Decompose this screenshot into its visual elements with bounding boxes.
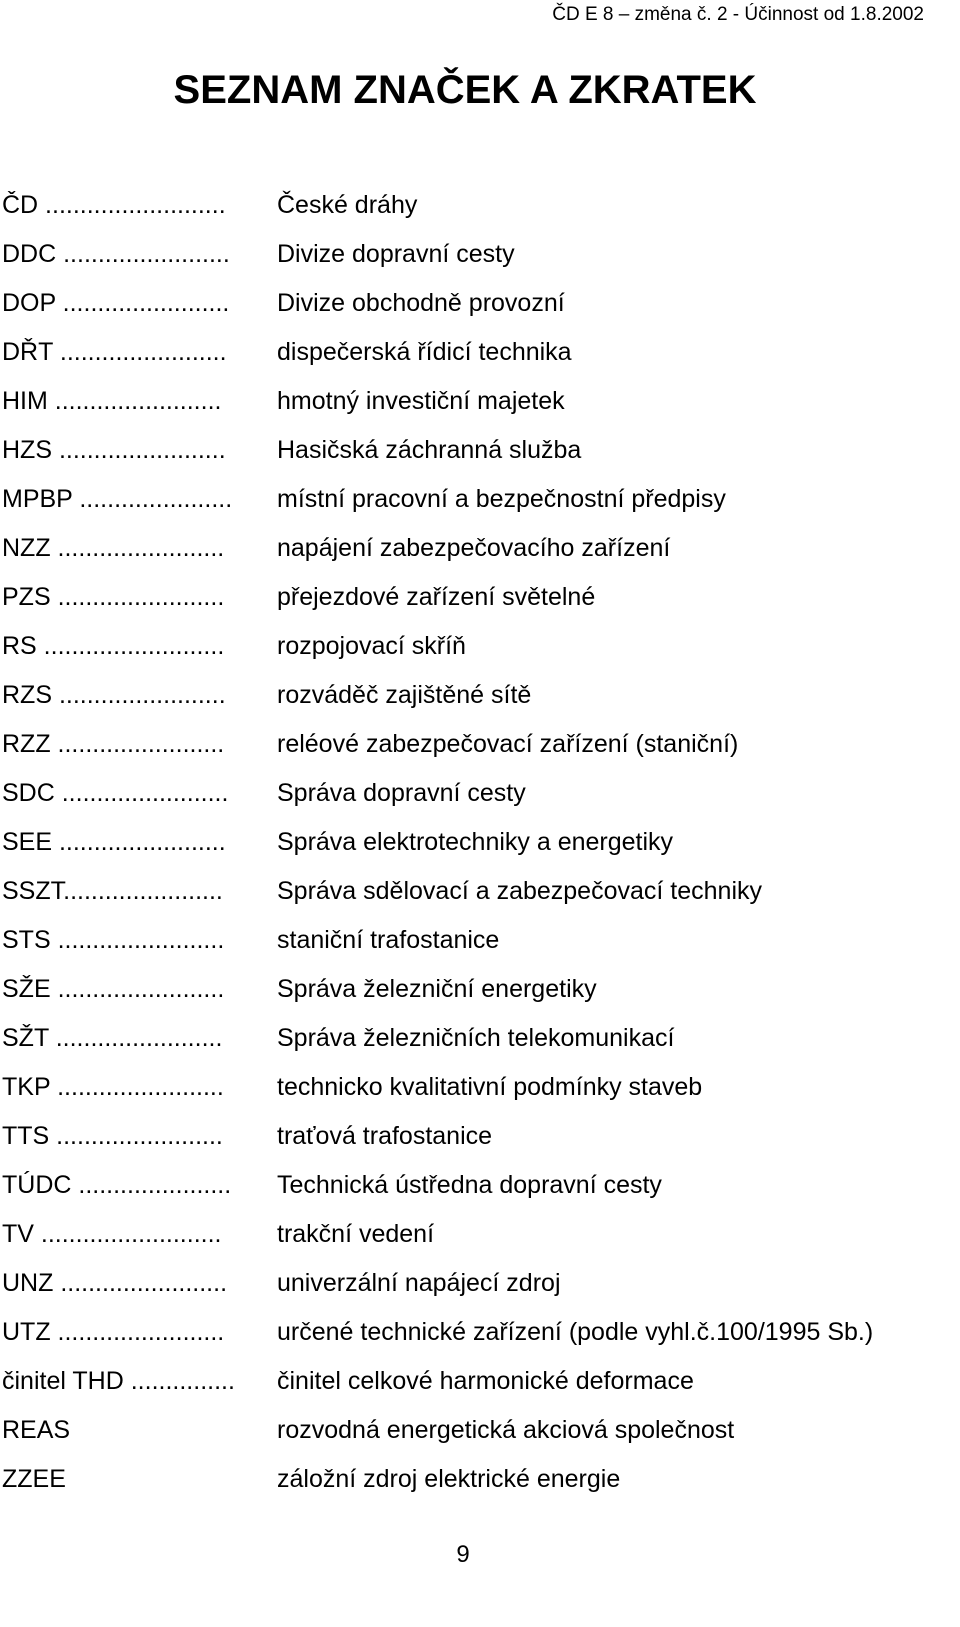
abbreviation-definition: činitel celkové harmonické deformace <box>277 1367 694 1395</box>
abbreviation-row <box>2 818 873 867</box>
abbreviation-row <box>2 720 873 769</box>
abbreviation-term: HIM ........................ <box>2 387 222 415</box>
abbreviation-row <box>2 1406 873 1455</box>
abbreviation-term: DOP ........................ <box>2 289 230 317</box>
page-number: 9 <box>456 1541 470 1568</box>
document-reference-header: ČD E 8 – změna č. 2 - Účinnost od 1.8.2002 <box>552 4 924 25</box>
abbreviation-definition: místní pracovní a bezpečnostní předpisy <box>277 485 726 513</box>
abbreviation-definition: záložní zdroj elektrické energie <box>277 1465 621 1493</box>
abbreviation-row <box>2 1161 873 1210</box>
abbreviation-definition: rozvodná energetická akciová společnost <box>277 1416 735 1444</box>
abbreviation-row <box>2 377 873 426</box>
abbreviation-row <box>2 1112 873 1161</box>
abbreviation-term: SSZT....................... <box>2 877 223 905</box>
abbreviation-term: RZZ ........................ <box>2 730 225 758</box>
abbreviation-definition: dispečerská řídicí technika <box>277 338 572 366</box>
abbreviation-definition: traťová trafostanice <box>277 1122 493 1150</box>
abbreviation-term: činitel THD ............... <box>2 1367 235 1395</box>
abbreviation-row <box>2 622 873 671</box>
abbreviation-definition: určené technické zařízení (podle vyhl.č.100/1995 Sb.) <box>277 1318 874 1346</box>
abbreviation-term: HZS ........................ <box>2 436 226 464</box>
abbreviation-term: ČD .......................... <box>2 191 226 219</box>
abbreviation-definition: Technická ústředna dopravní cesty <box>277 1171 662 1199</box>
abbreviation-term: PZS ........................ <box>2 583 225 611</box>
abbreviation-term: SDC ........................ <box>2 779 229 807</box>
abbreviation-row <box>2 1455 873 1504</box>
abbreviation-term: UNZ ........................ <box>2 1269 228 1297</box>
abbreviation-term: UTZ ........................ <box>2 1318 225 1346</box>
abbreviation-row <box>2 1014 873 1063</box>
abbreviation-definition: rozpojovací skříň <box>277 632 466 660</box>
abbreviation-row <box>2 181 873 230</box>
abbreviation-definition: Hasičská záchranná služba <box>277 436 582 464</box>
abbreviation-term: RZS ........................ <box>2 681 226 709</box>
abbreviation-term: DŘT ........................ <box>2 338 227 366</box>
abbreviation-row <box>2 671 873 720</box>
page-title: SEZNAM ZNAČEK A ZKRATEK <box>173 68 757 112</box>
abbreviation-definition: hmotný investiční majetek <box>277 387 565 415</box>
abbreviation-term: REAS <box>2 1416 71 1444</box>
abbreviation-row <box>2 475 873 524</box>
abbreviation-definition: trakční vedení <box>277 1220 435 1248</box>
abbreviation-term: STS ........................ <box>2 926 225 954</box>
abbreviation-term: SŽE ........................ <box>2 975 225 1003</box>
abbreviation-row <box>2 1259 873 1308</box>
abbreviation-definition: technicko kvalitativní podmínky staveb <box>277 1073 703 1101</box>
abbreviation-row <box>2 524 873 573</box>
abbreviation-term: SEE ........................ <box>2 828 226 856</box>
abbreviation-definition: Správa elektrotechniky a energetiky <box>277 828 674 856</box>
abbreviation-definition: Správa železničních telekomunikací <box>277 1024 675 1052</box>
abbreviation-definition: staniční trafostanice <box>277 926 500 954</box>
abbreviation-row <box>2 1308 873 1357</box>
abbreviation-definition: Divize obchodně provozní <box>277 289 565 317</box>
abbreviation-definition: Správa železniční energetiky <box>277 975 597 1003</box>
abbreviation-term: TÚDC ...................... <box>2 1171 232 1199</box>
abbreviation-definition: Divize dopravní cesty <box>277 240 515 268</box>
abbreviation-row <box>2 769 873 818</box>
abbreviation-definition: Správa dopravní cesty <box>277 779 526 807</box>
abbreviation-term: TV .......................... <box>2 1220 222 1248</box>
abbreviation-definition: přejezdové zařízení světelné <box>277 583 596 611</box>
abbreviation-definition: rozváděč zajištěné sítě <box>277 681 532 709</box>
abbreviation-row <box>2 328 873 377</box>
abbreviation-definition: České dráhy <box>277 191 418 219</box>
abbreviation-term: SŽT ........................ <box>2 1024 223 1052</box>
abbreviation-definition: reléové zabezpečovací zařízení (staniční) <box>277 730 739 758</box>
abbreviation-term: MPBP ...................... <box>2 485 233 513</box>
abbreviation-term: DDC ........................ <box>2 240 230 268</box>
abbreviation-row <box>2 1357 873 1406</box>
abbreviation-row <box>2 230 873 279</box>
abbreviation-row <box>2 279 873 328</box>
abbreviation-list <box>2 181 873 1504</box>
abbreviation-row <box>2 916 873 965</box>
abbreviation-term: TTS ........................ <box>2 1122 223 1150</box>
abbreviation-row <box>2 1063 873 1112</box>
abbreviation-row <box>2 426 873 475</box>
abbreviation-term: NZZ ........................ <box>2 534 225 562</box>
abbreviation-row <box>2 1210 873 1259</box>
abbreviation-term: ZZEE <box>2 1465 66 1493</box>
abbreviation-definition: univerzální napájecí zdroj <box>277 1269 561 1297</box>
abbreviation-row <box>2 573 873 622</box>
abbreviation-row <box>2 867 873 916</box>
abbreviation-row <box>2 965 873 1014</box>
abbreviation-definition: napájení zabezpečovacího zařízení <box>277 534 671 562</box>
abbreviation-term: RS .......................... <box>2 632 225 660</box>
abbreviation-definition: Správa sdělovací a zabezpečovací techniky <box>277 877 762 905</box>
abbreviation-term: TKP ........................ <box>2 1073 224 1101</box>
